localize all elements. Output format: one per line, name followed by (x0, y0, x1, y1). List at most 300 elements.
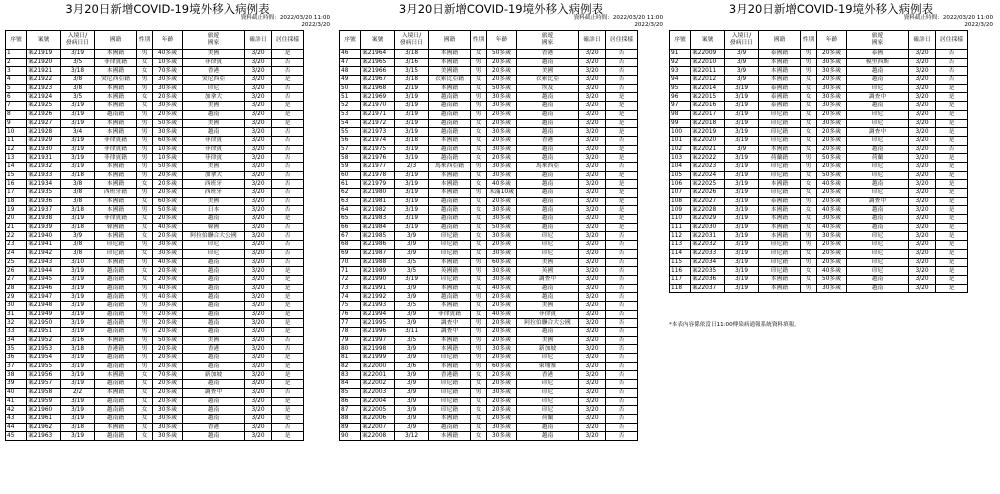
confirm-date-cell: 3/20 (245, 249, 272, 258)
travel-country-cell: 印尼 (183, 241, 245, 250)
age-cell: 30多歲 (817, 102, 847, 111)
row-number-cell: 9 (6, 119, 27, 128)
confirm-date-cell: 3/20 (245, 328, 272, 337)
nationality-cell: 泰國籍 (759, 93, 801, 102)
entry-onset-date-cell: 3/18 (61, 345, 95, 354)
age-cell: 30多歲 (487, 206, 517, 215)
case-id-cell: 案22012 (691, 76, 725, 85)
age-cell: 30多歲 (153, 414, 183, 423)
entry-onset-date-cell: 3/18 (395, 76, 429, 85)
entry-onset-date-cell: 3/9 (395, 380, 429, 389)
nationality-cell: 本國籍 (95, 162, 137, 171)
column-header-confirm-date: 確診日 (245, 31, 272, 50)
nationality-cell: 本國籍 (759, 67, 801, 76)
nationality-cell: 印尼籍 (759, 110, 801, 119)
case-id-cell: 案21981 (361, 197, 395, 206)
case-id-cell: 案21976 (361, 154, 395, 163)
entry-onset-date-cell: 3/19 (725, 171, 759, 180)
case-id-cell: 案22008 (361, 432, 395, 441)
home-sampling-cell: 是 (272, 362, 304, 371)
nationality-cell: 菲律賓籍 (95, 58, 137, 67)
entry-onset-date-cell: 3/16 (395, 58, 429, 67)
nationality-cell: 越南籍 (429, 206, 471, 215)
table-row (6, 275, 304, 284)
age-cell: 30多歲 (487, 275, 517, 284)
sex-cell: 男 (137, 336, 153, 345)
case-id-cell: 案22024 (691, 171, 725, 180)
case-id-cell: 案22006 (361, 414, 395, 423)
row-number-cell: 51 (340, 93, 361, 102)
confirm-date-cell: 3/20 (909, 145, 936, 154)
confirm-date-cell: 3/20 (579, 58, 606, 67)
entry-onset-date-cell: 3/18 (61, 223, 95, 232)
confirm-date-cell: 3/20 (245, 136, 272, 145)
entry-onset-date-cell: 3/9 (395, 414, 429, 423)
home-sampling-cell: 否 (272, 171, 304, 180)
travel-country-cell: 越南 (517, 154, 579, 163)
travel-country-cell: 越南 (517, 432, 579, 441)
row-number-cell: 111 (670, 223, 691, 232)
row-number-cell: 77 (340, 319, 361, 328)
travel-country-cell: 西班牙 (183, 189, 245, 198)
sex-cell: 男 (137, 345, 153, 354)
row-number-cell: 40 (6, 388, 27, 397)
table-row (6, 249, 304, 258)
home-sampling-cell: 否 (606, 84, 638, 93)
entry-onset-date-cell: 3/19 (61, 267, 95, 276)
confirm-date-cell: 3/20 (579, 328, 606, 337)
sex-cell: 男 (801, 241, 817, 250)
table-row (340, 197, 638, 206)
nationality-cell: 菲律賓籍 (95, 215, 137, 224)
confirm-date-cell: 3/20 (579, 293, 606, 302)
table-row (6, 380, 304, 389)
entry-onset-date-cell: 3/19 (61, 414, 95, 423)
entry-onset-date-cell: 3/9 (725, 58, 759, 67)
table-row (340, 423, 638, 432)
data-cutoff-time: 資料截止時間：2022/03/20 11:00 (240, 15, 330, 21)
confirm-date-cell: 3/20 (579, 345, 606, 354)
home-sampling-cell: 否 (606, 293, 638, 302)
home-sampling-cell: 是 (272, 102, 304, 111)
sex-cell: 男 (471, 110, 487, 119)
row-number-cell: 5 (6, 84, 27, 93)
table-row (340, 145, 638, 154)
confirm-date-cell: 3/20 (579, 145, 606, 154)
nationality-cell: 印尼籍 (759, 119, 801, 128)
table-row (6, 50, 304, 59)
column-header-row-number: 序號 (670, 31, 691, 50)
nationality-cell: 越南籍 (429, 197, 471, 206)
nationality-cell: 泰國籍 (759, 50, 801, 59)
age-cell: 20多歲 (487, 76, 517, 85)
sex-cell: 女 (137, 93, 153, 102)
row-number-cell: 22 (6, 232, 27, 241)
sex-cell: 女 (137, 371, 153, 380)
row-number-cell: 86 (340, 397, 361, 406)
column-header-age: 年齡 (153, 31, 183, 50)
travel-country-cell: 越南 (183, 267, 245, 276)
entry-onset-date-cell: 3/10 (61, 258, 95, 267)
nationality-cell: 本國籍 (429, 258, 471, 267)
entry-onset-date-cell: 3/19 (61, 284, 95, 293)
table-row (6, 354, 304, 363)
sex-cell: 男 (137, 76, 153, 85)
travel-country-cell: 印尼 (847, 84, 909, 93)
confirm-date-cell: 3/20 (909, 197, 936, 206)
confirm-date-cell: 3/20 (245, 388, 272, 397)
table-row (6, 432, 304, 441)
travel-country-cell: 印尼 (183, 84, 245, 93)
age-cell: 30多歲 (153, 423, 183, 432)
row-number-cell: 46 (340, 50, 361, 59)
confirm-date-cell: 3/20 (245, 102, 272, 111)
row-number-cell: 97 (670, 102, 691, 111)
row-number-cell: 29 (6, 293, 27, 302)
home-sampling-cell: 否 (606, 267, 638, 276)
case-id-cell: 案21997 (361, 336, 395, 345)
entry-onset-date-cell: 3/5 (395, 336, 429, 345)
age-cell: 20多歲 (487, 293, 517, 302)
table-row (6, 232, 304, 241)
travel-country-cell: 印尼 (847, 119, 909, 128)
row-number-cell: 4 (6, 76, 27, 85)
age-cell: 60多歲 (153, 197, 183, 206)
age-cell: 30多歲 (817, 93, 847, 102)
sex-cell: 女 (471, 180, 487, 189)
home-sampling-cell: 否 (936, 58, 968, 67)
age-cell: 30多歲 (487, 128, 517, 137)
confirm-date-cell: 3/20 (245, 380, 272, 389)
table-row (6, 93, 304, 102)
nationality-cell: 本國籍 (429, 284, 471, 293)
row-number-cell: 19 (6, 206, 27, 215)
nationality-cell: 馬來西亞籍 (429, 162, 471, 171)
table-row (340, 319, 638, 328)
confirm-date-cell: 3/20 (909, 232, 936, 241)
row-number-cell: 18 (6, 197, 27, 206)
table-row (6, 319, 304, 328)
age-cell: 30多歲 (487, 145, 517, 154)
nationality-cell: 印尼籍 (759, 171, 801, 180)
travel-country-cell: 新加坡 (183, 371, 245, 380)
home-sampling-cell: 是 (936, 215, 968, 224)
column-header-case-id: 案號 (691, 31, 725, 50)
nationality-cell: 菲律賓籍 (95, 136, 137, 145)
case-id-cell: 案22002 (361, 380, 395, 389)
home-sampling-cell: 是 (272, 110, 304, 119)
row-number-cell: 108 (670, 197, 691, 206)
table-row (6, 371, 304, 380)
nationality-cell: 美國籍 (429, 67, 471, 76)
case-id-cell: 案21920 (27, 58, 61, 67)
entry-onset-date-cell: 3/19 (61, 310, 95, 319)
confirm-date-cell: 3/20 (245, 128, 272, 137)
entry-onset-date-cell: 3/19 (395, 197, 429, 206)
age-cell: 40多歲 (153, 50, 183, 59)
table-row (670, 119, 968, 128)
nationality-cell: 越南籍 (95, 275, 137, 284)
table-row (6, 345, 304, 354)
confirm-date-cell: 3/20 (579, 197, 606, 206)
confirm-date-cell: 3/20 (579, 354, 606, 363)
travel-country-cell: 馬來西亞 (517, 162, 579, 171)
case-id-cell: 案22022 (691, 154, 725, 163)
home-sampling-cell: 是 (936, 275, 968, 284)
row-number-cell: 23 (6, 241, 27, 250)
nationality-cell: 印尼籍 (759, 128, 801, 137)
confirm-date-cell: 3/20 (909, 136, 936, 145)
confirm-date-cell: 3/20 (245, 145, 272, 154)
table-row (6, 267, 304, 276)
travel-country-cell: 越南 (183, 406, 245, 415)
age-cell: 30多歲 (487, 267, 517, 276)
case-id-cell: 案21977 (361, 162, 395, 171)
row-number-cell: 73 (340, 284, 361, 293)
row-number-cell: 100 (670, 128, 691, 137)
travel-country-cell: 菲律賓 (517, 310, 579, 319)
case-id-cell: 案22028 (691, 206, 725, 215)
nationality-cell: 泰國籍 (759, 84, 801, 93)
entry-onset-date-cell: 3/5 (61, 93, 95, 102)
age-cell: 40多歲 (153, 258, 183, 267)
confirm-date-cell: 3/20 (579, 93, 606, 102)
row-number-cell: 81 (340, 354, 361, 363)
case-id-cell: 案22030 (691, 223, 725, 232)
confirm-date-cell: 3/20 (909, 223, 936, 232)
confirm-date-cell: 3/20 (579, 154, 606, 163)
nationality-cell: 菲律賓籍 (95, 145, 137, 154)
row-number-cell: 20 (6, 215, 27, 224)
row-number-cell: 80 (340, 345, 361, 354)
row-number-cell: 88 (340, 414, 361, 423)
age-cell: 20多歲 (817, 249, 847, 258)
confirm-date-cell: 3/20 (245, 293, 272, 302)
entry-onset-date-cell: 3/19 (61, 162, 95, 171)
nationality-cell: 本國籍 (95, 93, 137, 102)
column-header-age: 年齡 (817, 31, 847, 50)
case-id-cell: 案21967 (361, 76, 395, 85)
case-id-cell: 案21998 (361, 345, 395, 354)
table-row (340, 301, 638, 310)
confirm-date-cell: 3/20 (245, 371, 272, 380)
travel-country-cell: 印尼 (847, 162, 909, 171)
table-row (6, 154, 304, 163)
column-header-case-id: 案號 (27, 31, 61, 50)
home-sampling-cell: 是 (272, 380, 304, 389)
table-header-row (6, 31, 304, 50)
sex-cell: 女 (801, 189, 817, 198)
home-sampling-cell: 否 (606, 241, 638, 250)
entry-onset-date-cell: 2/19 (395, 84, 429, 93)
sex-cell: 男 (801, 197, 817, 206)
row-number-cell: 13 (6, 154, 27, 163)
confirm-date-cell: 3/20 (579, 206, 606, 215)
entry-onset-date-cell: 3/19 (395, 215, 429, 224)
age-cell: 20多歲 (487, 414, 517, 423)
home-sampling-cell: 是 (272, 371, 304, 380)
confirm-date-cell: 3/20 (909, 102, 936, 111)
sex-cell: 男 (801, 50, 817, 59)
case-id-cell: 案22033 (691, 249, 725, 258)
age-cell: 50多歲 (817, 171, 847, 180)
nationality-cell: 本國籍 (95, 50, 137, 59)
row-number-cell: 61 (340, 180, 361, 189)
age-cell: 40多歲 (153, 223, 183, 232)
travel-country-cell: 美國 (183, 197, 245, 206)
table-row (340, 267, 638, 276)
table-row (670, 223, 968, 232)
entry-onset-date-cell: 3/9 (395, 232, 429, 241)
sex-cell: 女 (471, 380, 487, 389)
case-id-cell: 案21959 (27, 397, 61, 406)
case-id-cell: 案21941 (27, 241, 61, 250)
home-sampling-cell: 是 (606, 171, 638, 180)
case-id-cell: 案21971 (361, 110, 395, 119)
home-sampling-cell: 是 (272, 119, 304, 128)
entry-onset-date-cell: 3/19 (725, 223, 759, 232)
row-number-cell: 103 (670, 154, 691, 163)
confirm-date-cell: 3/20 (909, 76, 936, 85)
age-cell: 10多歲 (153, 145, 183, 154)
sex-cell: 男 (471, 328, 487, 337)
table-row (670, 249, 968, 258)
home-sampling-cell: 是 (606, 206, 638, 215)
case-id-cell: 案22000 (361, 362, 395, 371)
case-id-cell: 案21972 (361, 119, 395, 128)
sex-cell: 女 (471, 119, 487, 128)
home-sampling-cell: 是 (936, 119, 968, 128)
confirm-date-cell: 3/20 (909, 154, 936, 163)
home-sampling-cell: 否 (606, 249, 638, 258)
travel-country-cell: 印尼 (847, 136, 909, 145)
entry-onset-date-cell: 3/19 (61, 136, 95, 145)
entry-onset-date-cell: 3/19 (725, 128, 759, 137)
nationality-cell: 越南籍 (95, 319, 137, 328)
table-row (6, 293, 304, 302)
confirm-date-cell: 3/20 (579, 414, 606, 423)
travel-country-cell: 越南 (183, 110, 245, 119)
confirm-date-cell: 3/20 (245, 76, 272, 85)
sex-cell: 女 (801, 171, 817, 180)
entry-onset-date-cell: 3/9 (395, 423, 429, 432)
entry-onset-date-cell: 3/19 (725, 180, 759, 189)
entry-onset-date-cell: 3/19 (61, 275, 95, 284)
table-row (670, 76, 968, 85)
travel-country-cell: 越南 (517, 215, 579, 224)
table-row (340, 232, 638, 241)
travel-country-cell: 越南 (183, 128, 245, 137)
travel-country-cell: 越南 (517, 145, 579, 154)
nationality-cell: 本國籍 (429, 58, 471, 67)
table-row (340, 93, 638, 102)
travel-country-cell: 印尼 (847, 267, 909, 276)
row-number-cell: 114 (670, 249, 691, 258)
home-sampling-cell: 是 (936, 189, 968, 198)
home-sampling-cell: 是 (936, 267, 968, 276)
travel-country-cell: 美國 (517, 67, 579, 76)
entry-onset-date-cell: 3/9 (395, 284, 429, 293)
table-header-row (340, 31, 638, 50)
nationality-cell: 越南籍 (95, 414, 137, 423)
row-number-cell: 74 (340, 293, 361, 302)
age-cell: 20多歲 (153, 380, 183, 389)
confirm-date-cell: 3/20 (245, 223, 272, 232)
row-number-cell: 87 (340, 406, 361, 415)
age-cell: 20多歲 (487, 354, 517, 363)
age-cell: 20多歲 (153, 345, 183, 354)
sex-cell: 男 (137, 119, 153, 128)
case-id-cell: 案22010 (691, 58, 725, 67)
case-table-2 (339, 30, 638, 441)
age-cell: 50多歲 (817, 154, 847, 163)
travel-country-cell: 調查中 (183, 388, 245, 397)
home-sampling-cell: 否 (272, 223, 304, 232)
sex-cell: 男 (801, 232, 817, 241)
column-header-nationality: 國籍 (95, 31, 137, 50)
sex-cell: 女 (471, 206, 487, 215)
nationality-cell: 越南籍 (429, 128, 471, 137)
sex-cell: 男 (471, 58, 487, 67)
row-number-cell: 83 (340, 371, 361, 380)
travel-country-cell: 菲律賓 (183, 58, 245, 67)
confirm-date-cell: 3/20 (245, 232, 272, 241)
entry-onset-date-cell: 3/8 (61, 84, 95, 93)
entry-onset-date-cell: 3/6 (395, 362, 429, 371)
row-number-cell: 91 (670, 50, 691, 59)
age-cell: 30多歲 (487, 93, 517, 102)
sex-cell: 男 (471, 354, 487, 363)
age-cell: 30多歲 (487, 171, 517, 180)
travel-country-cell: 越南 (517, 197, 579, 206)
row-number-cell: 79 (340, 336, 361, 345)
age-cell: 10多歲 (153, 154, 183, 163)
case-id-cell: 案21940 (27, 232, 61, 241)
age-cell: 30多歲 (487, 423, 517, 432)
nationality-cell: 西班牙籍 (95, 189, 137, 198)
home-sampling-cell: 否 (272, 162, 304, 171)
entry-onset-date-cell: 3/9 (725, 76, 759, 85)
sex-cell: 女 (137, 58, 153, 67)
entry-onset-date-cell: 3/19 (725, 136, 759, 145)
travel-country-cell: 越南 (183, 328, 245, 337)
travel-country-cell: 衣索比亞 (517, 76, 579, 85)
confirm-date-cell: 3/20 (579, 362, 606, 371)
age-cell: 30多歲 (487, 232, 517, 241)
travel-country-cell: 香港 (517, 50, 579, 59)
travel-country-cell: 美國 (517, 301, 579, 310)
entry-onset-date-cell: 3/19 (395, 128, 429, 137)
row-number-cell: 57 (340, 145, 361, 154)
travel-country-cell: 越南 (183, 319, 245, 328)
entry-onset-date-cell: 3/9 (395, 249, 429, 258)
home-sampling-cell: 否 (272, 145, 304, 154)
case-id-cell: 案21987 (361, 249, 395, 258)
nationality-cell: 本國籍 (429, 50, 471, 59)
age-cell: 20多歲 (153, 388, 183, 397)
nationality-cell: 越南籍 (95, 406, 137, 415)
confirm-date-cell: 3/20 (245, 275, 272, 284)
confirm-date-cell: 3/20 (245, 258, 272, 267)
table-row (670, 189, 968, 198)
row-number-cell: 95 (670, 84, 691, 93)
age-cell: 20多歲 (487, 319, 517, 328)
travel-country-cell: 印尼 (847, 110, 909, 119)
sex-cell: 男 (801, 58, 817, 67)
nationality-cell: 越南籍 (429, 223, 471, 232)
column-header-nationality: 國籍 (759, 31, 801, 50)
entry-onset-date-cell: 3/19 (61, 110, 95, 119)
